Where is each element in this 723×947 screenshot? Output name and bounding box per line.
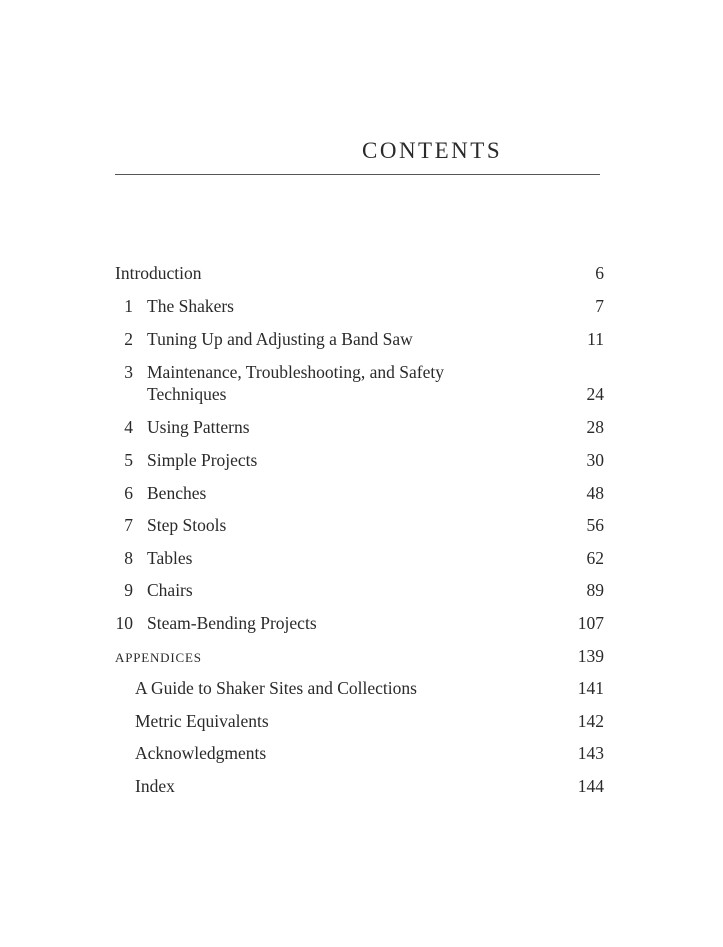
toc-entry-label: APPENDICES [115, 650, 202, 665]
toc-entry-number: 4 [124, 417, 133, 437]
toc-entry-label: A Guide to Shaker Sites and Collections [135, 678, 417, 698]
toc-entry-page: 107 [577, 613, 604, 633]
toc-entry-number: 9 [124, 580, 133, 600]
toc-entry-page: 24 [586, 384, 604, 404]
toc-entry-number: 3 [124, 362, 133, 382]
toc-entry-page: 28 [586, 417, 604, 437]
toc-entry-label: Step Stools [147, 515, 227, 535]
toc-entry-page: 6 [595, 263, 604, 283]
toc-entry-page: 11 [587, 329, 604, 349]
toc-entry-page: 7 [595, 296, 604, 316]
toc-entry-label: Benches [147, 483, 207, 503]
toc-entry-label: Tables [147, 548, 193, 568]
toc-entry-label: Acknowledgments [135, 743, 267, 763]
title-rule [115, 174, 600, 175]
toc-entry-number: 7 [124, 515, 133, 535]
toc-entry-label: The Shakers [147, 296, 234, 316]
toc-entry-page: 141 [577, 678, 604, 698]
toc-entry-label: Simple Projects [147, 450, 258, 470]
toc-entry-page: 139 [577, 646, 604, 666]
toc-entry-label: Chairs [147, 580, 193, 600]
toc-entry-page: 89 [586, 580, 604, 600]
toc-entry-page: 144 [577, 776, 604, 796]
page-title: CONTENTS [362, 138, 503, 163]
toc-entry-label: Introduction [115, 263, 202, 283]
toc-entry-number: 5 [124, 450, 133, 470]
toc-entry-number: 8 [124, 548, 133, 568]
toc-entry-page: 48 [586, 483, 604, 503]
toc-entry-page: 56 [586, 515, 604, 535]
toc-entry-number: 6 [124, 483, 133, 503]
toc-entry-label: Steam-Bending Projects [147, 613, 317, 633]
toc-entry-page: 30 [586, 450, 604, 470]
toc-entry-label: Using Patterns [147, 417, 250, 437]
toc-entry-page: 143 [577, 743, 604, 763]
toc-entry-page: 62 [586, 548, 604, 568]
toc-entry-label: Maintenance, Troubleshooting, and Safety [147, 362, 444, 382]
toc-entry-label: Tuning Up and Adjusting a Band Saw [147, 329, 413, 349]
toc-entry-label: Index [135, 776, 175, 796]
toc-entry-page: 142 [577, 711, 604, 731]
toc-entry-chapter[interactable] [115, 361, 604, 405]
toc-entry-number: 2 [124, 329, 133, 349]
toc-entry-label-continued: Techniques [147, 384, 227, 404]
toc-entry-number: 1 [124, 296, 133, 316]
toc-entry-number: 10 [115, 613, 133, 633]
toc-entry-label: Metric Equivalents [135, 711, 269, 731]
